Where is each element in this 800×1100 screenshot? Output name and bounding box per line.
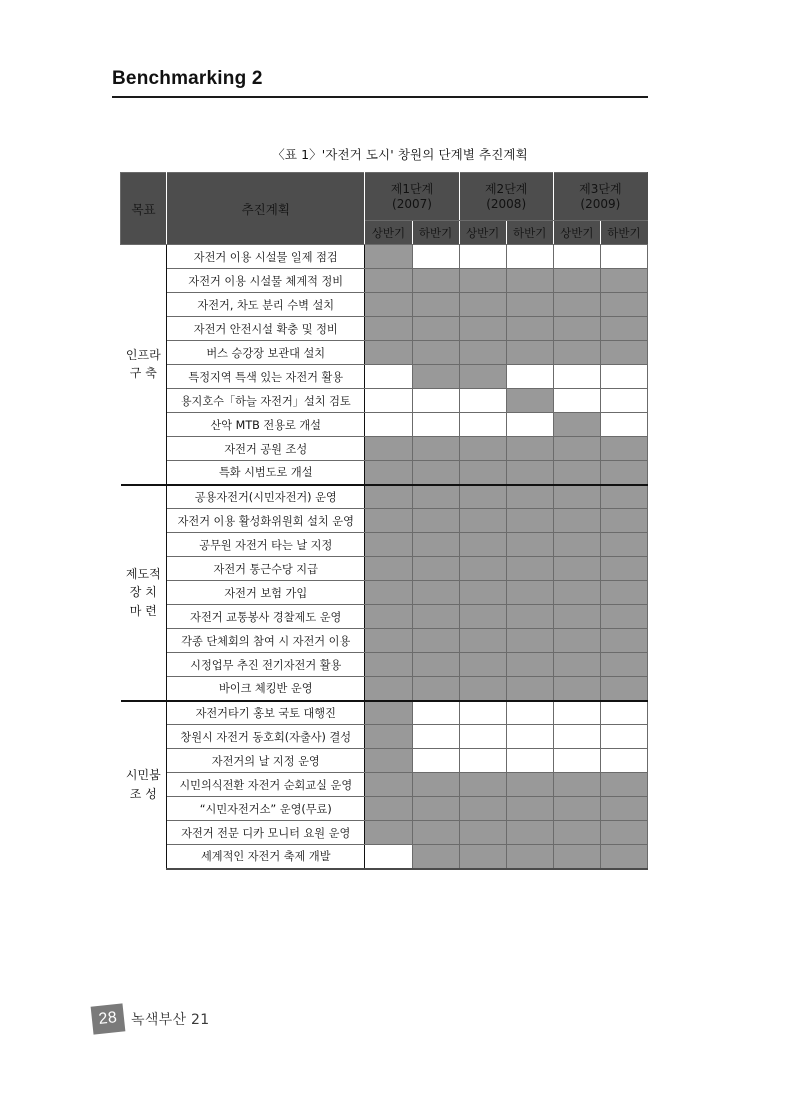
table-row <box>121 605 648 629</box>
schedule-cell-filled <box>553 797 600 821</box>
schedule-cell-filled <box>365 293 412 317</box>
stage-1-name: 제1단계 <box>390 181 434 196</box>
plan-item-label: 공무원 자전거 타는 날 지정 <box>167 533 365 557</box>
schedule-cell-empty <box>365 389 412 413</box>
plan-table-container <box>120 172 648 870</box>
plan-item-label: 자전거 이용 시설물 체계적 정비 <box>167 269 365 293</box>
table-row <box>121 581 648 605</box>
schedule-cell-empty <box>600 389 647 413</box>
table-row <box>121 821 648 845</box>
goal-group-label <box>121 485 167 701</box>
schedule-cell-filled <box>365 725 412 749</box>
plan-item-label: 공용자전거(시민자전거) 운영 <box>167 485 365 509</box>
stage-3-year: (2009) <box>580 196 621 211</box>
schedule-cell-empty <box>459 701 506 725</box>
schedule-cell-filled <box>412 629 459 653</box>
schedule-cell-filled <box>459 317 506 341</box>
schedule-cell-empty <box>412 245 459 269</box>
schedule-cell-empty <box>365 845 412 869</box>
schedule-cell-filled <box>365 677 412 701</box>
schedule-cell-filled <box>600 773 647 797</box>
schedule-cell-filled <box>459 677 506 701</box>
schedule-cell-filled <box>365 581 412 605</box>
schedule-cell-empty <box>553 389 600 413</box>
schedule-cell-filled <box>459 293 506 317</box>
schedule-cell-filled <box>600 605 647 629</box>
schedule-cell-empty <box>459 245 506 269</box>
schedule-cell-filled <box>365 317 412 341</box>
column-header-stage-2 <box>459 173 553 221</box>
column-header-stage-3 <box>553 173 647 221</box>
schedule-cell-filled <box>412 677 459 701</box>
schedule-cell-filled <box>412 533 459 557</box>
schedule-cell-filled <box>553 533 600 557</box>
schedule-cell-filled <box>459 845 506 869</box>
table-row <box>121 413 648 437</box>
schedule-cell-filled <box>553 773 600 797</box>
stage-2-year: (2008) <box>486 196 527 211</box>
schedule-cell-filled <box>412 581 459 605</box>
table-header-row-top <box>121 173 648 221</box>
schedule-cell-filled <box>506 437 553 461</box>
schedule-cell-filled <box>600 581 647 605</box>
table-row <box>121 629 648 653</box>
table-body <box>121 245 648 869</box>
schedule-cell-filled <box>412 557 459 581</box>
schedule-cell-filled <box>365 533 412 557</box>
plan-item-label: 바이크 체킹반 운영 <box>167 677 365 701</box>
schedule-cell-filled <box>412 821 459 845</box>
schedule-cell-filled <box>506 653 553 677</box>
schedule-cell-filled <box>600 557 647 581</box>
schedule-cell-filled <box>506 389 553 413</box>
plan-item-label: 특화 시범도로 개설 <box>167 461 365 485</box>
schedule-cell-filled <box>412 605 459 629</box>
schedule-cell-empty <box>553 365 600 389</box>
schedule-cell-filled <box>365 269 412 293</box>
schedule-cell-empty <box>506 413 553 437</box>
schedule-cell-filled <box>553 605 600 629</box>
schedule-cell-filled <box>365 629 412 653</box>
schedule-cell-filled <box>600 677 647 701</box>
page-footer <box>92 1005 209 1033</box>
schedule-cell-filled <box>365 773 412 797</box>
schedule-cell-filled <box>365 485 412 509</box>
table-row <box>121 365 648 389</box>
schedule-cell-filled <box>600 821 647 845</box>
schedule-cell-filled <box>459 557 506 581</box>
goal-group-label <box>121 701 167 869</box>
schedule-cell-filled <box>506 605 553 629</box>
table-row <box>121 461 648 485</box>
schedule-cell-filled <box>600 485 647 509</box>
schedule-cell-empty <box>600 365 647 389</box>
plan-item-label: 시민의식전환 자전거 순회교실 운영 <box>167 773 365 797</box>
column-header-half-3: 상반기 <box>459 221 506 245</box>
schedule-cell-filled <box>365 653 412 677</box>
schedule-cell-filled <box>506 629 553 653</box>
stage-1-year: (2007) <box>392 196 432 211</box>
schedule-cell-filled <box>412 461 459 485</box>
schedule-cell-filled <box>412 269 459 293</box>
plan-item-label: 자전거 안전시설 확충 및 정비 <box>167 317 365 341</box>
schedule-cell-filled <box>365 797 412 821</box>
schedule-cell-empty <box>506 245 553 269</box>
schedule-cell-filled <box>553 293 600 317</box>
schedule-cell-empty <box>459 725 506 749</box>
schedule-cell-filled <box>506 797 553 821</box>
schedule-cell-filled <box>365 509 412 533</box>
schedule-cell-filled <box>459 533 506 557</box>
schedule-cell-empty <box>412 389 459 413</box>
plan-item-label: 자전거의 날 지정 운영 <box>167 749 365 773</box>
schedule-cell-empty <box>506 365 553 389</box>
schedule-cell-filled <box>459 629 506 653</box>
table-header <box>121 173 648 245</box>
schedule-cell-empty <box>365 413 412 437</box>
schedule-cell-empty <box>600 725 647 749</box>
table-row <box>121 533 648 557</box>
schedule-cell-empty <box>553 725 600 749</box>
column-header-half-5: 상반기 <box>553 221 600 245</box>
table-row <box>121 317 648 341</box>
schedule-cell-filled <box>553 269 600 293</box>
schedule-cell-filled <box>553 317 600 341</box>
schedule-cell-filled <box>365 245 412 269</box>
table-row <box>121 293 648 317</box>
schedule-cell-filled <box>365 461 412 485</box>
plan-table <box>120 172 648 870</box>
table-row <box>121 677 648 701</box>
column-header-half-4: 하반기 <box>506 221 553 245</box>
schedule-cell-filled <box>365 821 412 845</box>
goal-group-label-line: 시민붐 <box>125 768 161 783</box>
schedule-cell-filled <box>365 749 412 773</box>
plan-item-label: 자전거 공원 조성 <box>167 437 365 461</box>
schedule-cell-filled <box>459 773 506 797</box>
plan-item-label: 자전거타기 홍보 국토 대행진 <box>167 701 365 725</box>
table-caption: 〈표 1〉'자전거 도시' 창원의 단계별 추진계획 <box>272 147 528 162</box>
schedule-cell-filled <box>506 341 553 365</box>
schedule-cell-filled <box>412 773 459 797</box>
schedule-cell-empty <box>600 413 647 437</box>
schedule-cell-empty <box>506 749 553 773</box>
schedule-cell-filled <box>506 317 553 341</box>
goal-group-label-line: 마 련 <box>129 603 157 618</box>
schedule-cell-filled <box>365 341 412 365</box>
schedule-cell-empty <box>365 365 412 389</box>
schedule-cell-empty <box>600 701 647 725</box>
table-row <box>121 509 648 533</box>
plan-item-label: 시정업무 추진 전기자전거 활용 <box>167 653 365 677</box>
plan-item-label: 창원시 자전거 동호회(자출사) 결성 <box>167 725 365 749</box>
schedule-cell-filled <box>600 461 647 485</box>
table-row <box>121 269 648 293</box>
table-row <box>121 773 648 797</box>
plan-item-label: 자전거 통근수당 지급 <box>167 557 365 581</box>
schedule-cell-filled <box>600 845 647 869</box>
table-row <box>121 653 648 677</box>
schedule-cell-filled <box>506 533 553 557</box>
goal-group-label-line: 구 축 <box>129 366 157 381</box>
schedule-cell-filled <box>365 437 412 461</box>
header-divider <box>112 96 648 98</box>
schedule-cell-filled <box>412 845 459 869</box>
schedule-cell-empty <box>412 725 459 749</box>
schedule-cell-filled <box>506 845 553 869</box>
schedule-cell-filled <box>412 365 459 389</box>
goal-group-label-line: 조 성 <box>129 787 157 801</box>
table-row <box>121 437 648 461</box>
schedule-cell-filled <box>600 797 647 821</box>
table-row <box>121 845 648 869</box>
column-header-goal: 목표 <box>121 173 167 245</box>
plan-item-label: 자전거, 차도 분리 수벽 설치 <box>167 293 365 317</box>
schedule-cell-filled <box>553 341 600 365</box>
schedule-cell-filled <box>553 557 600 581</box>
publication-name: 녹색부산 21 <box>131 1012 210 1028</box>
schedule-cell-filled <box>365 605 412 629</box>
column-header-half-2: 하반기 <box>412 221 459 245</box>
schedule-cell-empty <box>459 749 506 773</box>
schedule-cell-filled <box>506 773 553 797</box>
schedule-cell-filled <box>506 509 553 533</box>
schedule-cell-filled <box>412 797 459 821</box>
page-number-badge: 28 <box>91 1003 126 1034</box>
schedule-cell-filled <box>506 821 553 845</box>
schedule-cell-filled <box>553 629 600 653</box>
schedule-cell-filled <box>459 269 506 293</box>
plan-item-label: 자전거 보험 가입 <box>167 581 365 605</box>
plan-item-label: “시민자전거소” 운영(무료) <box>167 797 365 821</box>
schedule-cell-filled <box>553 437 600 461</box>
schedule-cell-filled <box>459 821 506 845</box>
schedule-cell-filled <box>553 677 600 701</box>
schedule-cell-filled <box>412 437 459 461</box>
schedule-cell-filled <box>459 437 506 461</box>
schedule-cell-empty <box>459 413 506 437</box>
table-row <box>121 557 648 581</box>
stage-3-name: 제3단계 <box>579 181 622 196</box>
schedule-cell-filled <box>553 821 600 845</box>
schedule-cell-filled <box>600 437 647 461</box>
schedule-cell-filled <box>459 461 506 485</box>
schedule-cell-filled <box>600 533 647 557</box>
schedule-cell-filled <box>600 317 647 341</box>
schedule-cell-filled <box>600 653 647 677</box>
plan-item-label: 특정지역 특색 있는 자전거 활용 <box>167 365 365 389</box>
column-header-half-6: 하반기 <box>600 221 647 245</box>
schedule-cell-empty <box>412 749 459 773</box>
schedule-cell-filled <box>365 557 412 581</box>
goal-group-label-line: 제도적 <box>125 566 161 581</box>
plan-item-label: 버스 승강장 보관대 설치 <box>167 341 365 365</box>
goal-group-label-line: 인프라 <box>125 347 161 362</box>
schedule-cell-filled <box>553 653 600 677</box>
schedule-cell-filled <box>412 485 459 509</box>
schedule-cell-filled <box>506 293 553 317</box>
schedule-cell-filled <box>506 677 553 701</box>
table-row <box>121 725 648 749</box>
column-header-stage-1 <box>365 173 459 221</box>
table-row <box>121 485 648 509</box>
schedule-cell-filled <box>412 293 459 317</box>
table-row <box>121 389 648 413</box>
plan-item-label: 세계적인 자전거 축제 개발 <box>167 845 365 869</box>
schedule-cell-filled <box>412 317 459 341</box>
schedule-cell-filled <box>459 653 506 677</box>
schedule-cell-empty <box>459 389 506 413</box>
schedule-cell-filled <box>459 485 506 509</box>
schedule-cell-filled <box>600 629 647 653</box>
schedule-cell-filled <box>459 509 506 533</box>
schedule-cell-filled <box>553 413 600 437</box>
goal-group-label-line: 장 치 <box>129 585 157 600</box>
schedule-cell-empty <box>600 245 647 269</box>
plan-item-label: 각종 단체회의 참여 시 자전거 이용 <box>167 629 365 653</box>
schedule-cell-filled <box>459 365 506 389</box>
schedule-cell-filled <box>506 581 553 605</box>
table-row <box>121 797 648 821</box>
schedule-cell-filled <box>365 701 412 725</box>
schedule-cell-filled <box>412 653 459 677</box>
schedule-cell-filled <box>506 461 553 485</box>
schedule-cell-filled <box>600 293 647 317</box>
plan-item-label: 자전거 교통봉사 경찰제도 운영 <box>167 605 365 629</box>
document-header <box>112 68 648 98</box>
schedule-cell-filled <box>412 341 459 365</box>
schedule-cell-empty <box>553 749 600 773</box>
goal-group-label <box>121 245 167 485</box>
schedule-cell-filled <box>459 581 506 605</box>
schedule-cell-empty <box>412 413 459 437</box>
schedule-cell-filled <box>553 845 600 869</box>
schedule-cell-filled <box>600 341 647 365</box>
schedule-cell-filled <box>459 797 506 821</box>
schedule-cell-empty <box>506 725 553 749</box>
plan-item-label: 자전거 이용 활성화위원회 설치 운영 <box>167 509 365 533</box>
page-title: Benchmarking 2 <box>112 68 263 89</box>
schedule-cell-filled <box>600 509 647 533</box>
plan-item-label: 자전거 이용 시설물 일제 점검 <box>167 245 365 269</box>
schedule-cell-filled <box>459 341 506 365</box>
table-row <box>121 749 648 773</box>
schedule-cell-filled <box>553 485 600 509</box>
schedule-cell-empty <box>412 701 459 725</box>
schedule-cell-filled <box>553 581 600 605</box>
table-row <box>121 341 648 365</box>
schedule-cell-empty <box>553 245 600 269</box>
schedule-cell-filled <box>553 461 600 485</box>
schedule-cell-filled <box>506 557 553 581</box>
schedule-cell-empty <box>506 701 553 725</box>
column-header-plan: 추진계획 <box>167 173 365 245</box>
table-row <box>121 701 648 725</box>
plan-item-label: 용지호수「하늘 자전거」설치 검토 <box>167 389 365 413</box>
schedule-cell-filled <box>506 485 553 509</box>
schedule-cell-filled <box>506 269 553 293</box>
column-header-half-1: 상반기 <box>365 221 412 245</box>
schedule-cell-filled <box>412 509 459 533</box>
stage-2-name: 제2단계 <box>484 181 528 196</box>
plan-item-label: 산악 MTB 전용로 개설 <box>167 413 365 437</box>
schedule-cell-empty <box>553 701 600 725</box>
schedule-cell-empty <box>600 749 647 773</box>
plan-item-label: 자전거 전문 디카 모니터 요원 운영 <box>167 821 365 845</box>
table-row <box>121 245 648 269</box>
schedule-cell-filled <box>600 269 647 293</box>
schedule-cell-filled <box>459 605 506 629</box>
schedule-cell-filled <box>553 509 600 533</box>
